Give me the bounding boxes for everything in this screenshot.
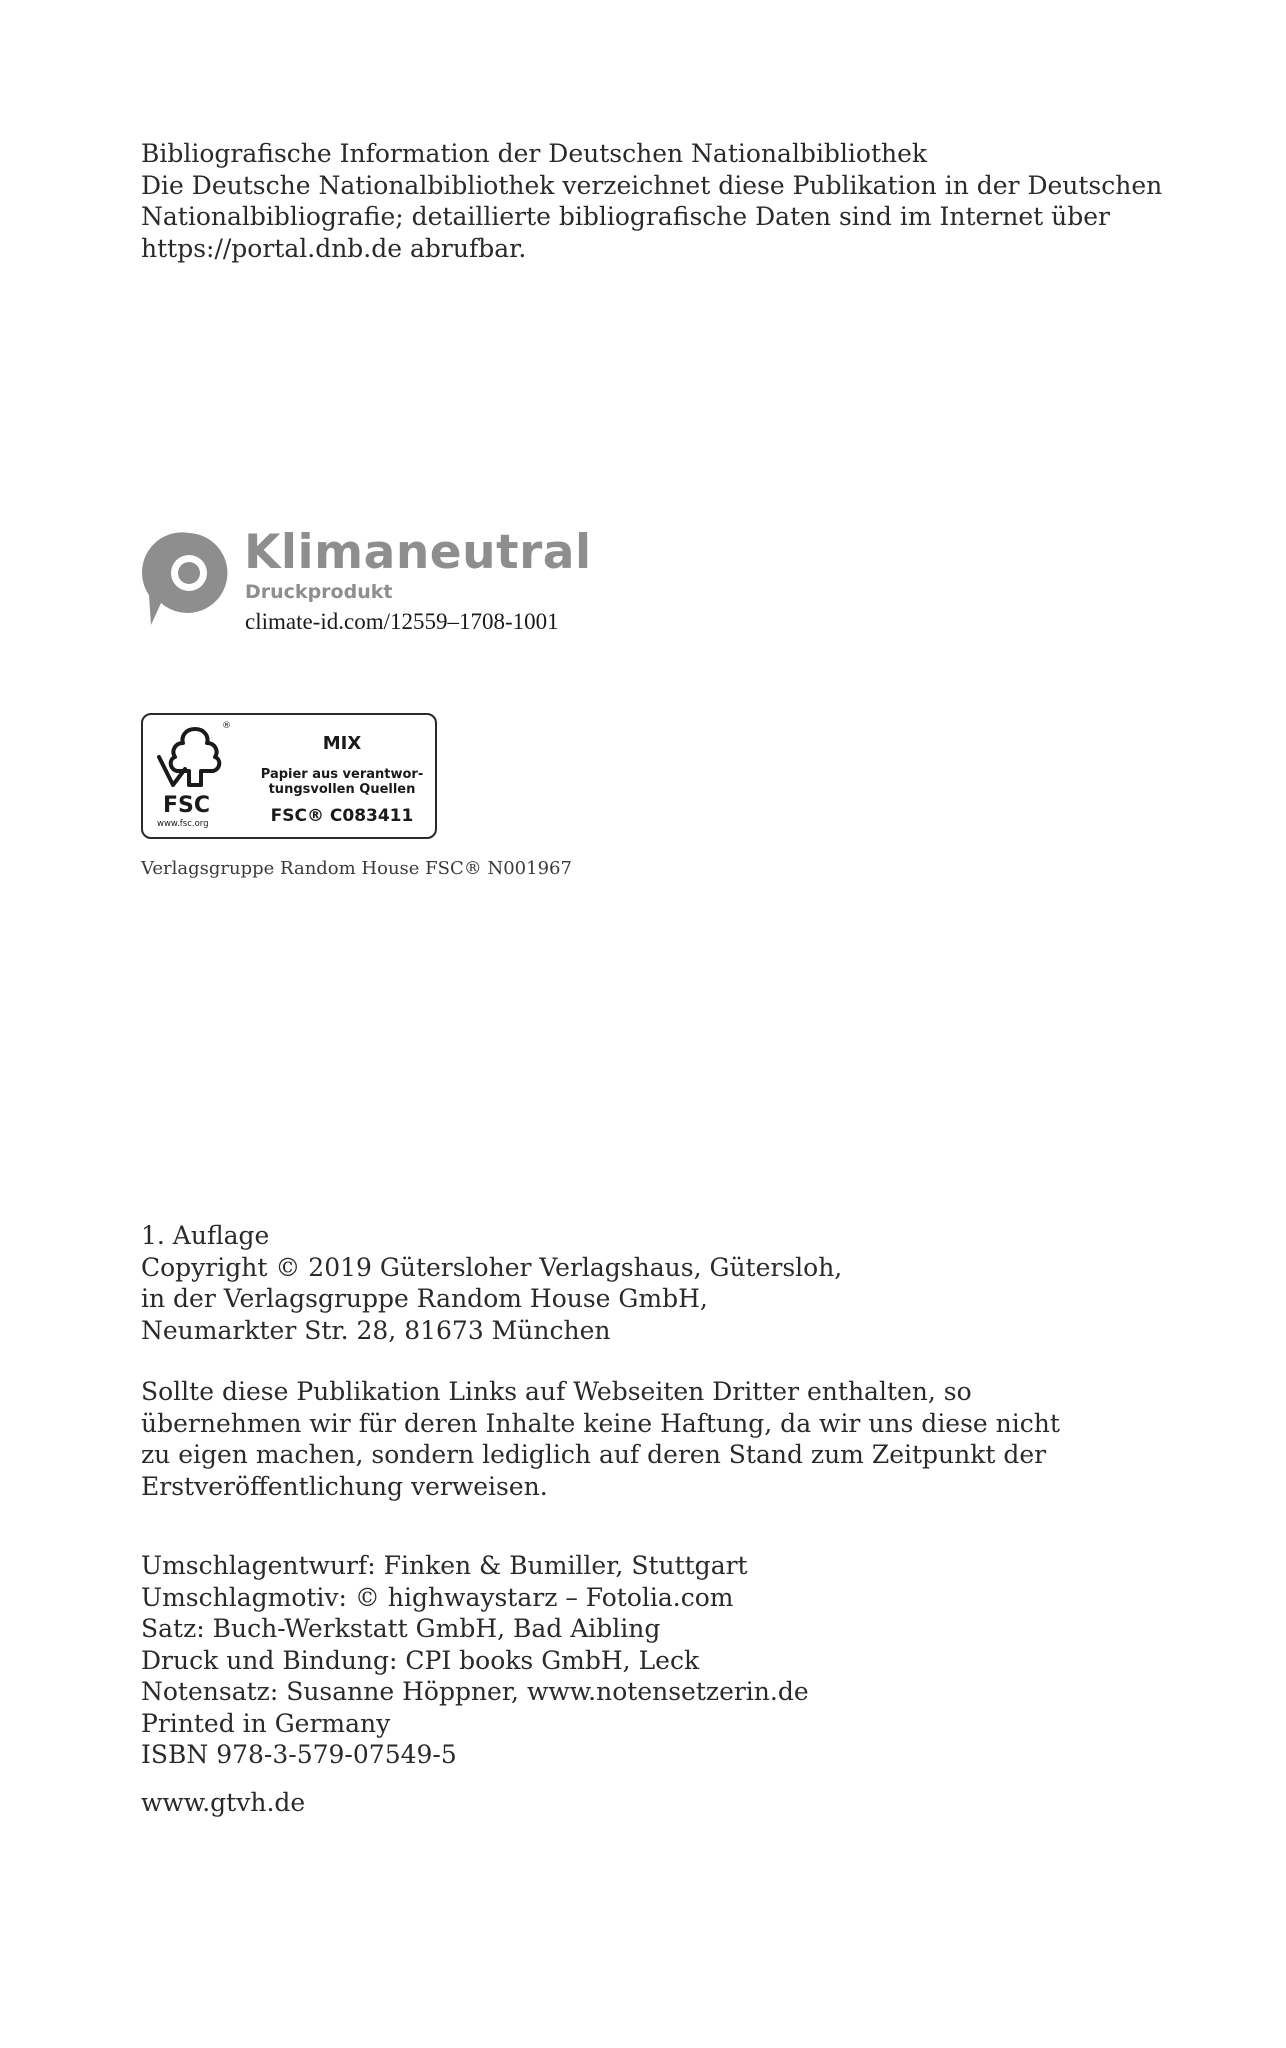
imprint-line: in der Verlagsgruppe Random House GmbH, xyxy=(141,1284,708,1313)
fsc-registered-mark: ® xyxy=(222,721,231,731)
credit-line: Printed in Germany xyxy=(141,1708,391,1738)
climate-neutral-title: Klimaneutral xyxy=(244,525,592,580)
imprint-line: Neumarkter Str. 28, 81673 München xyxy=(141,1315,611,1345)
climate-neutral-icon xyxy=(141,525,237,629)
credit-line: Satz: Buch-Werkstatt GmbH, Bad Aibling xyxy=(141,1614,661,1643)
bib-line: Bibliografische Information der Deutschen Nationalbibliothek xyxy=(141,139,928,168)
production-credits xyxy=(141,1550,809,1771)
disclaimer-line: zu eigen machen, sondern lediglich auf deren Stand zum Zeitpunkt der xyxy=(141,1440,1047,1469)
website-url: www.gtvh.de xyxy=(141,1788,306,1817)
credit-line: Notensatz: Susanne Höppner, www.notensetzerin.de xyxy=(141,1677,809,1706)
disclaimer-line: Sollte diese Publikation Links auf Webseiten Dritter enthalten, so xyxy=(141,1377,972,1406)
fsc-paper-line: tungsvollen Quellen xyxy=(268,782,416,797)
fsc-label: FSC xyxy=(163,793,211,818)
disclaimer-line: übernehmen wir für deren Inhalte keine Haftung, da wir uns diese nicht xyxy=(141,1408,1060,1438)
credit-line: Umschlagmotiv: © highwaystarz – Fotolia.com xyxy=(141,1582,734,1612)
bib-line: Nationalbibliografie; detaillierte bibliografische Daten sind im Internet über xyxy=(141,202,1111,231)
publisher-website xyxy=(141,1787,305,1819)
fsc-paper-text xyxy=(249,767,435,797)
bibliographic-info xyxy=(141,138,1162,264)
fsc-tree-icon xyxy=(155,723,235,795)
fsc-url: www.fsc.org xyxy=(157,819,209,829)
fsc-paper-line: Papier aus verantwor- xyxy=(260,767,424,782)
climate-id-url: climate-id.com/12559–1708-1001 xyxy=(245,609,559,634)
fsc-logo xyxy=(141,713,437,839)
link-disclaimer xyxy=(141,1376,1060,1502)
imprint-line: 1. Auflage xyxy=(141,1221,270,1250)
disclaimer-line: Erstveröffentlichung verweisen. xyxy=(141,1471,548,1501)
imprint xyxy=(141,1220,842,1346)
imprint-line: Copyright © 2019 Gütersloher Verlagshaus, Gütersloh, xyxy=(141,1252,843,1282)
fsc-note: Verlagsgruppe Random House FSC® N001967 xyxy=(141,858,572,879)
climate-neutral-logo xyxy=(141,525,611,645)
credit-line: Druck und Bindung: CPI books GmbH, Leck xyxy=(141,1645,700,1675)
credit-line: Umschlagentwurf: Finken & Bumiller, Stuttgart xyxy=(141,1551,748,1580)
fsc-code: FSC® C083411 xyxy=(270,806,414,826)
isbn: ISBN 978-3-579-07549-5 xyxy=(141,1740,457,1769)
bib-line: https://portal.dnb.de abrufbar. xyxy=(141,233,527,263)
climate-neutral-subtitle: Druckprodukt xyxy=(245,581,393,603)
bib-line: Die Deutsche Nationalbibliothek verzeichnet diese Publikation in der Deutschen xyxy=(141,170,1163,200)
fsc-mix: MIX xyxy=(322,733,362,754)
